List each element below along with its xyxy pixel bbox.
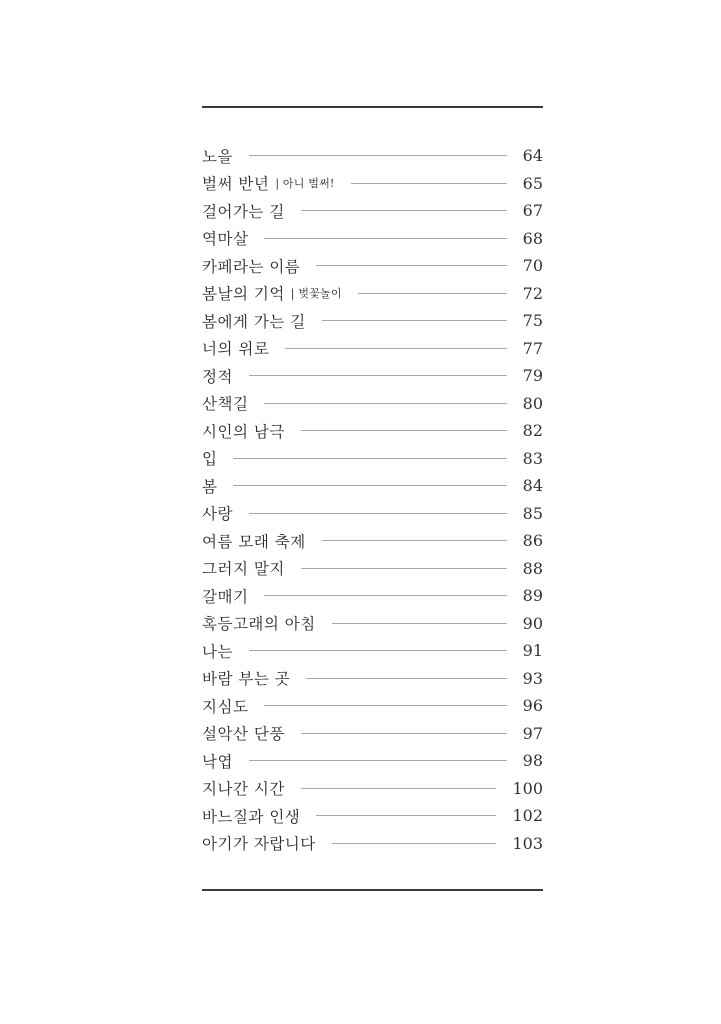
toc-title: 걸어가는 길 <box>202 202 285 221</box>
toc-leader-line <box>351 183 507 184</box>
toc-entry <box>202 692 543 720</box>
toc-page-number: 82 <box>522 421 543 441</box>
toc-title: 그러지 말지 <box>202 560 285 579</box>
toc-entry <box>202 802 543 830</box>
top-rule <box>202 106 543 108</box>
toc-page-number: 80 <box>522 393 543 413</box>
toc-page-number: 72 <box>522 283 543 303</box>
toc-title: 너의 위로 <box>202 340 270 359</box>
toc-title: 바느질과 인생 <box>202 807 301 826</box>
toc-leader-line <box>322 320 507 321</box>
toc-title: 역마살 <box>202 230 249 249</box>
toc-page-number: 79 <box>522 366 543 386</box>
toc-title: 바람 부는 곳 <box>202 670 291 689</box>
toc-entry <box>202 527 543 555</box>
toc-title: 여름 모래 축제 <box>202 532 306 551</box>
toc-leader-line <box>316 815 496 816</box>
toc-page-number: 70 <box>522 256 543 276</box>
toc-leader-line <box>301 733 507 734</box>
toc-leader-line <box>233 458 506 459</box>
toc-entry <box>202 417 543 445</box>
toc-entry <box>202 197 543 225</box>
toc-leader-line <box>301 210 507 211</box>
toc-leader-line <box>249 650 507 651</box>
toc-page-number: 64 <box>522 146 543 166</box>
toc-title: 봄날의 기억 <box>202 285 285 304</box>
toc-title: 입 <box>202 450 218 469</box>
toc-leader-line <box>301 788 497 789</box>
toc-title: 봄 <box>202 477 218 496</box>
table-of-contents <box>202 142 543 857</box>
toc-title: 지나간 시간 <box>202 780 285 799</box>
toc-leader-line <box>249 155 507 156</box>
toc-title: 지심도 <box>202 697 249 716</box>
toc-page-number: 90 <box>522 613 543 633</box>
toc-entry <box>202 142 543 170</box>
toc-title: 노을 <box>202 147 233 166</box>
toc-page-number: 77 <box>522 338 543 358</box>
toc-title: 봄에게 가는 길 <box>202 312 306 331</box>
toc-page-number: 67 <box>522 201 543 221</box>
toc-entry <box>202 610 543 638</box>
toc-subtitle: | 아니 벌써! <box>275 177 335 191</box>
toc-leader-line <box>249 760 507 761</box>
toc-page-number: 85 <box>522 503 543 523</box>
toc-title: 시인의 남극 <box>202 422 285 441</box>
toc-leader-line <box>249 513 507 514</box>
toc-title: 벌써 반년 <box>202 175 270 194</box>
toc-entry <box>202 335 543 363</box>
toc-page-number: 98 <box>522 751 543 771</box>
toc-page-number: 102 <box>512 806 543 826</box>
toc-leader-line <box>264 595 506 596</box>
toc-page-number: 93 <box>522 668 543 688</box>
toc-entry <box>202 280 543 308</box>
toc-page-number: 91 <box>522 641 543 661</box>
toc-page-number: 97 <box>522 723 543 743</box>
toc-title: 정적 <box>202 367 233 386</box>
toc-leader-line <box>358 293 507 294</box>
toc-page-number: 100 <box>512 778 543 798</box>
toc-leader-line <box>301 430 507 431</box>
toc-subtitle: | 벚꽃놀이 <box>290 287 342 301</box>
toc-entry <box>202 830 543 858</box>
toc-page-number: 89 <box>522 586 543 606</box>
toc-entry <box>202 665 543 693</box>
toc-title: 나는 <box>202 642 233 661</box>
toc-leader-line <box>316 265 506 266</box>
toc-leader-line <box>264 705 506 706</box>
toc-entry <box>202 170 543 198</box>
toc-entry <box>202 362 543 390</box>
toc-leader-line <box>264 238 506 239</box>
toc-page-number: 96 <box>522 696 543 716</box>
toc-leader-line <box>285 348 506 349</box>
toc-leader-line <box>306 678 506 679</box>
toc-page-number: 88 <box>522 558 543 578</box>
toc-entry <box>202 775 543 803</box>
toc-entry <box>202 472 543 500</box>
toc-entry <box>202 445 543 473</box>
toc-title: 낙엽 <box>202 752 233 771</box>
toc-entry <box>202 555 543 583</box>
toc-entry <box>202 390 543 418</box>
toc-title: 사랑 <box>202 505 233 524</box>
toc-page-number: 86 <box>522 531 543 551</box>
toc-entry <box>202 225 543 253</box>
toc-title: 갈매기 <box>202 587 249 606</box>
toc-entry <box>202 637 543 665</box>
toc-page-number: 103 <box>512 833 543 853</box>
toc-entry <box>202 307 543 335</box>
toc-title: 카페라는 이름 <box>202 257 301 276</box>
toc-page-number: 75 <box>522 311 543 331</box>
toc-entry <box>202 252 543 280</box>
toc-page-number: 83 <box>522 448 543 468</box>
toc-leader-line <box>332 623 507 624</box>
toc-title: 혹등고래의 아침 <box>202 615 316 634</box>
toc-title: 설악산 단풍 <box>202 725 285 744</box>
toc-title: 산책길 <box>202 395 249 414</box>
toc-title: 아기가 자랍니다 <box>202 835 316 854</box>
toc-entry <box>202 747 543 775</box>
bottom-rule <box>202 889 543 891</box>
toc-leader-line <box>264 403 506 404</box>
toc-leader-line <box>233 485 506 486</box>
toc-page-number: 68 <box>522 228 543 248</box>
toc-leader-line <box>249 375 507 376</box>
toc-leader-line <box>301 568 507 569</box>
toc-entry <box>202 500 543 528</box>
toc-entry <box>202 720 543 748</box>
toc-page-number: 65 <box>522 173 543 193</box>
toc-page-number: 84 <box>522 476 543 496</box>
toc-leader-line <box>332 843 497 844</box>
toc-entry <box>202 582 543 610</box>
toc-leader-line <box>322 540 507 541</box>
